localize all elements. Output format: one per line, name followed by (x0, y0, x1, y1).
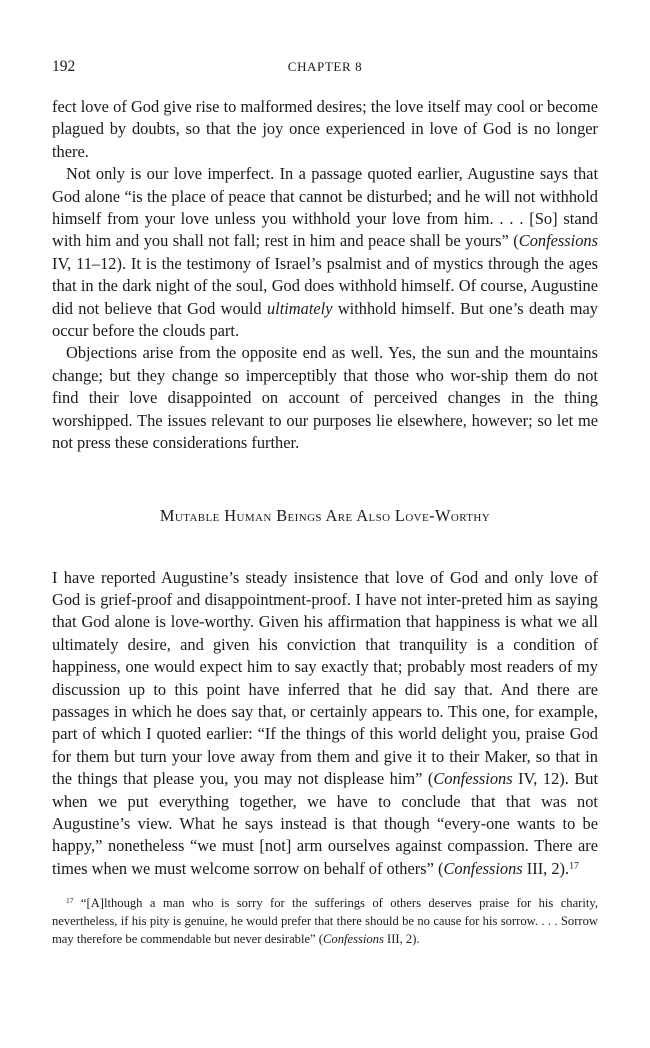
running-head (52, 56, 598, 78)
footnote-number: 17 (66, 896, 74, 906)
emphasis-ultimately: ultimately (266, 298, 333, 318)
footnote-reference[interactable]: 17 (569, 860, 579, 872)
body-text (52, 96, 598, 949)
chapter-label: CHAPTER 8 (287, 59, 363, 74)
paragraph-3: Objections arise from the opposite end as well. Yes, the sun and the mountains change; but they change so imperceptibly that those who wor-ship them do not find their love disappointed on account of perceived changes in the thing worshipped. The issues relevant to our purposes lie elsewhere, however; so let me not press these considerations further. (52, 343, 598, 453)
citation-confessions: Confessions (518, 231, 598, 251)
citation-confessions: Confessions (443, 858, 523, 878)
section-heading: Mutable Human Beings Are Also Love-Worthy (159, 505, 491, 525)
citation-confessions: Confessions (323, 931, 384, 946)
paragraph-4: I have reported Augustine’s steady insistence that love of God and only love of God is grief-proof and disappointment-proof. I have not inter-preted him as saying that God alone is love-worthy. Given his affirmation that happiness is what we all ultimately desire, and given his conviction that tranquility is a condition of happiness, one would expect him to say exactly that; probably most readers of my discussion up to this point have inferred that he did say that. And there are passages in which he does say that, or certainly appears to. This one, for example, part of which I quoted earlier: “If the things of this world delight you, praise God for them but turn your love away from them and give it to their Maker, so that in the things that please you, you may not displease him” (Confessions IV, 12). But when we put everything together, we have to conclude that that was not Augustine’s view. What he says instead is that though “every-one wants to be happy,” nonetheless “we must [not] arm ourselves against compassion. There are times when we must welcome sorrow on behalf of others” (Confessions III, 2).$^{17}$ (52, 567, 598, 878)
footnote: $^{17}$ “[A]lthough a man who is sorry for the sufferings of others deserves praise for his charity, nevertheless, if his pity is genuine, he would prefer that there should be no cause for his sorrow. . . . Sorrow may therefore be commendable but never desirable” (Confessions III, 2). (52, 896, 598, 946)
page-number: 192 (52, 58, 76, 75)
paragraph-2: Not only is our love imperfect. In a passage quoted earlier, Augustine says that God alone “is the place of peace that cannot be disturbed; and he will not withhold himself from your love unless you withhold your love from him. . . . [So] stand with him and you shall not fall; rest in him and peace shall be yours” (Confessions IV, 11–12). It is the testimony of Israel’s psalmist and of mystics through the ages that in the dark night of the soul, God does withhold himself. Of course, Augustine did not believe that God would ultimately withhold himself. But one’s death may occur before the clouds part. (52, 164, 598, 341)
citation-confessions: Confessions (433, 769, 513, 789)
paragraph-1: fect love of God give rise to malformed desires; the love itself may cool or become plagued by doubts, so that the joy once experienced in love of God is no longer there. (52, 97, 598, 161)
